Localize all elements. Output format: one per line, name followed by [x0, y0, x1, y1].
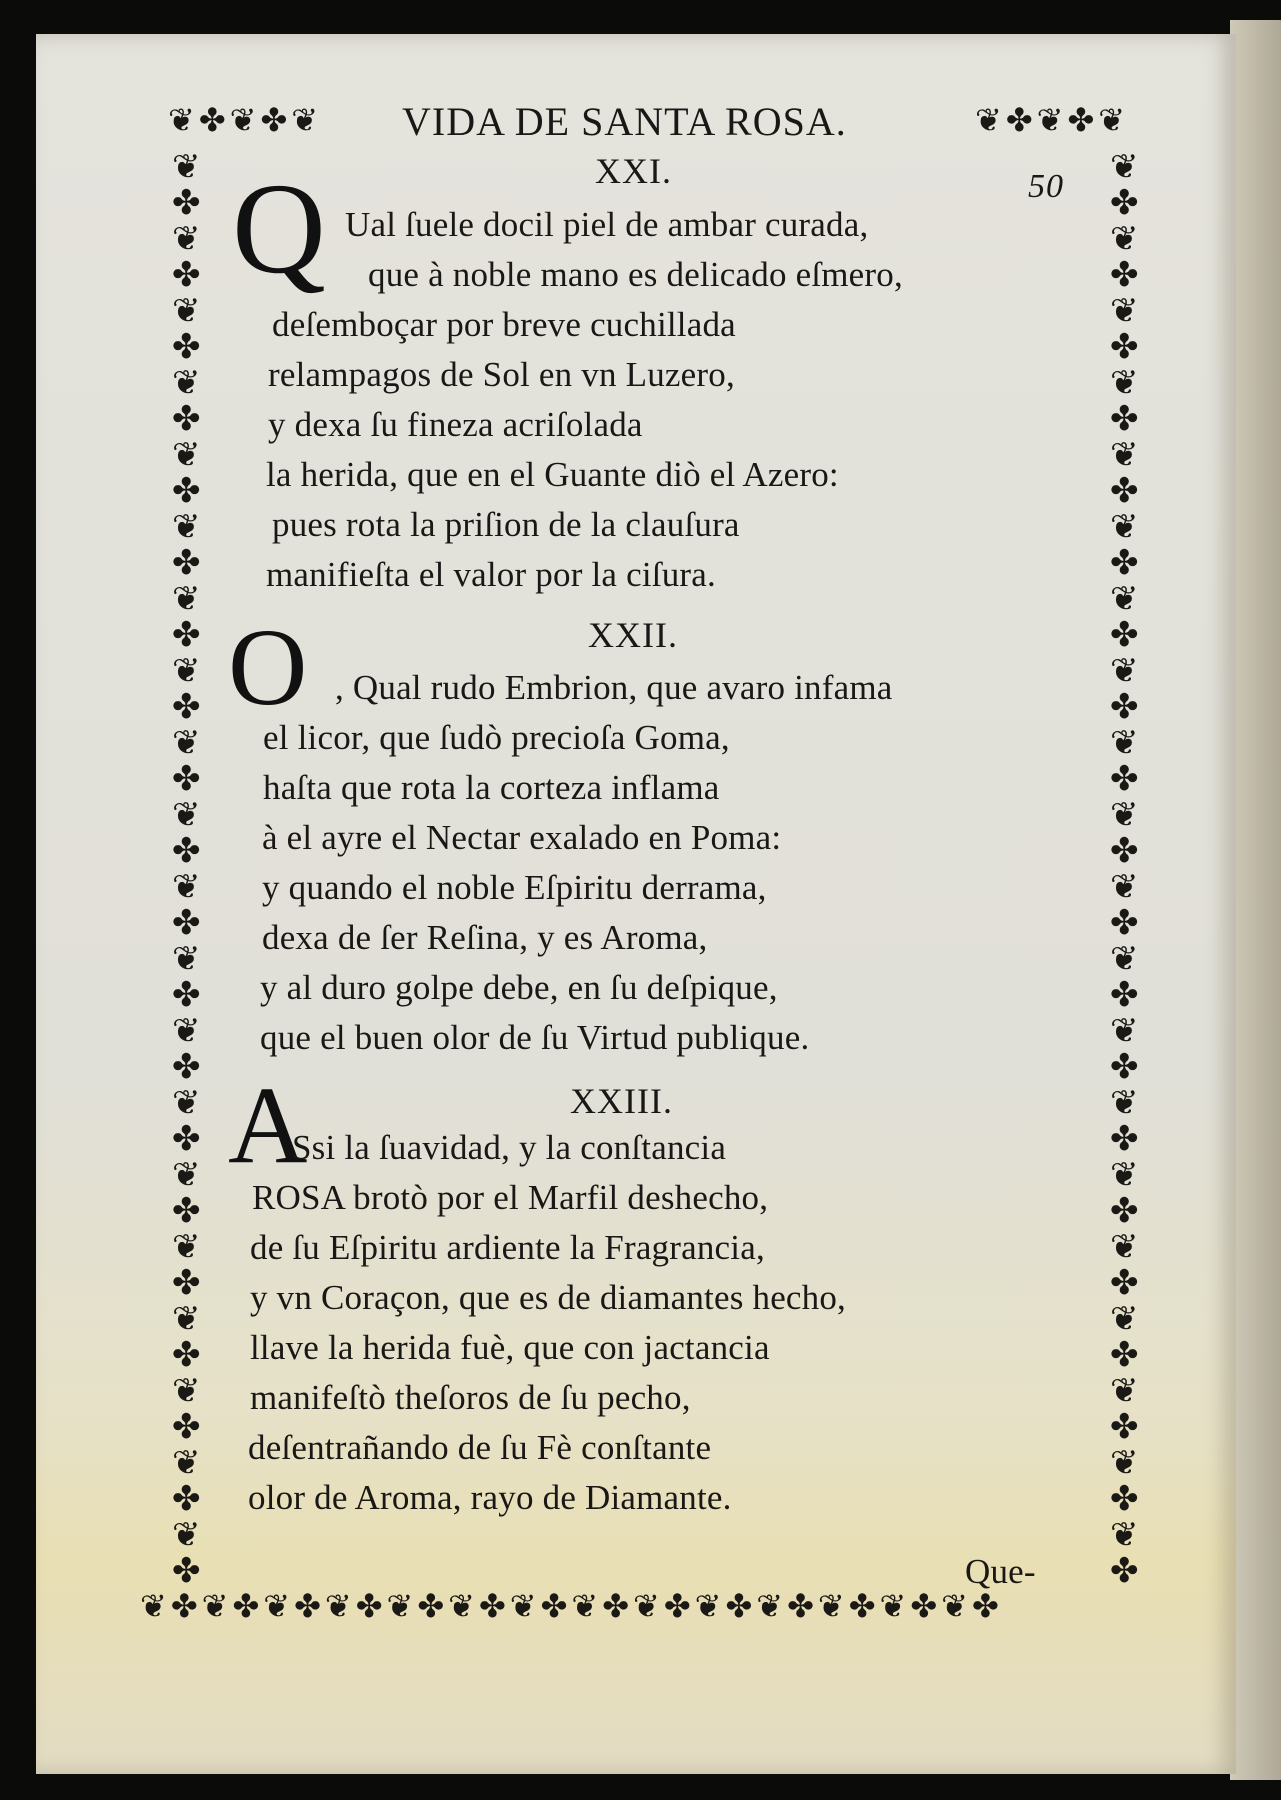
ornament-fleuron-icon: ❦ — [172, 1155, 201, 1195]
ornament-fleuron-icon: ✤ — [1110, 615, 1139, 655]
ornament-fleuron-icon: ✤ — [172, 255, 201, 295]
ornament-fleuron-icon: ✤ — [172, 1407, 201, 1447]
verse-line: y al duro golpe debe, en ſu deſpique, — [260, 968, 778, 1007]
ornament-fleuron-icon: ✤ — [172, 183, 201, 223]
ornament-fleuron-icon: ✤ — [602, 1587, 629, 1625]
drop-cap: O — [228, 606, 308, 728]
ornament-fleuron-icon: ✤ — [1110, 255, 1139, 295]
verse-line: de ſu Eſpiritu ardiente la Fragrancia, — [250, 1228, 765, 1267]
ornament-fleuron-icon: ❦ — [140, 1587, 167, 1625]
ornament-fleuron-icon: ❦ — [172, 1011, 201, 1051]
verse-line: Ual ſuele docil piel de ambar curada, — [345, 205, 869, 244]
ornament-fleuron-icon: ✤ — [172, 687, 201, 727]
ornament-fleuron-icon: ✤ — [172, 1551, 201, 1591]
ornament-right-border — [1110, 147, 1139, 1591]
ornament-fleuron-icon: ✤ — [910, 1587, 938, 1625]
ornament-fleuron-icon: ✤ — [172, 1263, 201, 1303]
ornament-fleuron-icon: ❦ — [172, 1299, 201, 1339]
ornament-fleuron-icon: ❦ — [172, 219, 201, 259]
ornament-fleuron-icon: ❦ — [172, 1227, 201, 1267]
ornament-fleuron-icon: ✤ — [172, 471, 201, 511]
verse-line: el licor, que ſudò precioſa Goma, — [263, 718, 730, 757]
ornament-fleuron-icon: ❦ — [1110, 363, 1139, 403]
ornament-fleuron-icon: ✤ — [848, 1587, 876, 1625]
ornament-fleuron-icon: ✤ — [971, 1587, 999, 1625]
catchword: Que- — [965, 1552, 1036, 1591]
ornament-fleuron-icon: ❦ — [172, 507, 201, 547]
ornament-fleuron-icon: ✤ — [417, 1587, 445, 1625]
ornament-fleuron-icon: ✤ — [355, 1587, 383, 1625]
drop-cap: A — [228, 1064, 308, 1186]
ornament-fleuron-icon: ❦ — [172, 795, 201, 835]
ornament-fleuron-icon: ✤ — [170, 1587, 198, 1625]
ornament-fleuron-icon: ❦ — [1110, 1371, 1139, 1411]
ornament-fleuron-icon: ❦ — [172, 1443, 201, 1483]
ornament-fleuron-icon: ❦ — [324, 1587, 352, 1625]
ornament-fleuron-icon: ❦ — [172, 363, 201, 403]
verse-line: Ssi la ſuavidad, y la conſtancia — [292, 1128, 727, 1167]
ornament-fleuron-icon: ❦ — [172, 147, 201, 187]
ornament-fleuron-icon: ✤ — [172, 399, 201, 439]
ornament-fleuron-icon: ❦ — [172, 723, 201, 763]
stanza-numeral: XXII. — [588, 615, 678, 655]
verse-line: la herida, que en el Guante diò el Azero: — [266, 455, 839, 494]
ornament-fleuron-icon: ✤ — [1110, 1047, 1139, 1087]
verse-line: dexa de ſer Reſina, y es Aroma, — [262, 918, 708, 957]
ornament-fleuron-icon: ✤ — [294, 1587, 321, 1625]
ornament-fleuron-icon: ❦ — [172, 651, 201, 691]
ornament-fleuron-icon: ✤ — [1110, 327, 1139, 367]
ornament-fleuron-icon: ❦ — [817, 1587, 845, 1625]
ornament-fleuron-icon: ❦ — [1110, 219, 1139, 259]
ornament-fleuron-icon: ❦ — [1110, 579, 1139, 619]
ornament-fleuron-icon: ❦ — [448, 1587, 475, 1625]
ornament-left-border — [172, 147, 201, 1591]
ornament-fleuron-icon: ❦ — [1110, 723, 1139, 763]
verse-line: deſemboçar por breve cuchillada — [272, 305, 736, 344]
ornament-fleuron-icon: ❦ — [1110, 1299, 1139, 1339]
ornament-fleuron-icon: ❦ — [1110, 291, 1139, 331]
ornament-fleuron-icon: ❦ — [941, 1587, 968, 1625]
stanza-numeral: XXIII. — [570, 1081, 673, 1121]
verse-line: haſta que rota la corteza inflama — [263, 768, 720, 807]
verse-line: llave la herida fuè, que con jactancia — [250, 1328, 770, 1367]
ornament-fleuron-icon: ❦ — [172, 1083, 201, 1123]
ornament-fleuron-icon: ✤ — [232, 1587, 260, 1625]
ornament-fleuron-icon: ✤ — [1110, 759, 1139, 799]
ornament-fleuron-icon: ✤ — [172, 1191, 201, 1231]
ornament-fleuron-icon: ✤ — [172, 759, 201, 799]
ornament-fleuron-icon: ❦ — [172, 579, 201, 619]
ornament-fleuron-icon: ✤ — [663, 1587, 691, 1625]
verse-line: y dexa ſu fineza acriſolada — [268, 405, 643, 444]
verse-line: ROSA brotò por el Marfil deshecho, — [252, 1178, 769, 1217]
ornament-fleuron-icon: ❦ — [1110, 1155, 1139, 1195]
ornament-fleuron-icon: ✤ — [1110, 1263, 1139, 1303]
ornament-fleuron-icon: ✤ — [172, 903, 201, 943]
ornament-fleuron-icon: ❦ — [1110, 1227, 1139, 1267]
ornament-fleuron-icon: ❦ — [571, 1587, 599, 1625]
ornament-fleuron-icon: ✤ — [1110, 687, 1139, 727]
ornament-top-right: ❦ ✤ ❦ ✤ ❦ — [975, 101, 1126, 139]
stanza-numeral: XXI. — [595, 151, 672, 191]
drop-cap: Q — [232, 157, 326, 301]
ornament-fleuron-icon: ❦ — [172, 291, 201, 331]
ornament-fleuron-icon: ❦ — [172, 435, 201, 475]
ornament-fleuron-icon: ✤ — [540, 1587, 568, 1625]
ornament-fleuron-icon: ❦ — [172, 1515, 201, 1555]
verse-line: deſentrañando de ſu Fè conſtante — [248, 1428, 712, 1467]
ornament-fleuron-icon: ✤ — [1110, 975, 1139, 1015]
ornament-fleuron-icon: ❦ — [386, 1587, 414, 1625]
ornament-fleuron-icon: ❦ — [172, 867, 201, 907]
ornament-fleuron-icon: ✤ — [172, 1047, 201, 1087]
ornament-fleuron-icon: ✤ — [172, 975, 201, 1015]
verse-line: y vn Coraçon, que es de diamantes hecho, — [250, 1278, 847, 1317]
ornament-fleuron-icon: ❦ — [1110, 1515, 1139, 1555]
ornament-fleuron-icon: ❦ — [1110, 651, 1139, 691]
ornament-fleuron-icon: ✤ — [1110, 903, 1139, 943]
ornament-fleuron-icon: ✤ — [172, 615, 201, 655]
ornament-fleuron-icon: ✤ — [725, 1587, 753, 1625]
ornament-fleuron-icon: ✤ — [172, 831, 201, 871]
ornament-fleuron-icon: ❦ — [1110, 939, 1139, 979]
running-title: VIDA DE SANTA ROSA. — [402, 99, 847, 144]
ornament-fleuron-icon: ❦ — [1110, 435, 1139, 475]
ornament-fleuron-icon: ❦ — [201, 1587, 229, 1625]
ornament-fleuron-icon: ✤ — [1110, 831, 1139, 871]
verse-line: , Qual rudo Embrion, que avaro infama — [335, 668, 893, 707]
next-page-edge — [1230, 20, 1281, 1780]
ornament-fleuron-icon: ❦ — [1110, 1083, 1139, 1123]
ornament-fleuron-icon: ❦ — [1110, 1011, 1139, 1051]
ornament-fleuron-icon: ✤ — [1110, 471, 1139, 511]
ornament-fleuron-icon: ❦ — [1110, 795, 1139, 835]
ornament-bottom-border — [140, 1587, 999, 1625]
ornament-fleuron-icon: ✤ — [1110, 399, 1139, 439]
verse-line: manifieſta el valor por la ciſura. — [266, 555, 716, 594]
page-number: 50 — [1028, 168, 1064, 205]
ornament-fleuron-icon: ❦ — [1110, 507, 1139, 547]
ornament-fleuron-icon: ❦ — [756, 1587, 784, 1625]
ornament-fleuron-icon: ❦ — [633, 1587, 660, 1625]
ornament-fleuron-icon: ❦ — [694, 1587, 722, 1625]
ornament-fleuron-icon: ❦ — [1110, 867, 1139, 907]
ornament-fleuron-icon: ✤ — [172, 1479, 201, 1519]
ornament-fleuron-icon: ❦ — [1110, 147, 1139, 187]
ornament-fleuron-icon: ✤ — [1110, 183, 1139, 223]
ornament-fleuron-icon: ✤ — [172, 543, 201, 583]
verse-line: pues rota la priſion de la clauſura — [272, 505, 740, 544]
ornament-fleuron-icon: ✤ — [1110, 1551, 1139, 1591]
ornament-fleuron-icon: ❦ — [1110, 1443, 1139, 1483]
ornament-fleuron-icon: ❦ — [172, 939, 201, 979]
ornament-fleuron-icon: ✤ — [172, 1335, 201, 1375]
verse-line: relampagos de Sol en vn Luzero, — [268, 355, 735, 394]
ornament-fleuron-icon: ❦ — [172, 1371, 201, 1411]
ornament-fleuron-icon: ✤ — [172, 1119, 201, 1159]
verse-line: manifeſtò theſoros de ſu pecho, — [250, 1378, 691, 1417]
verse-line: que à noble mano es delicado eſmero, — [368, 255, 903, 294]
ornament-fleuron-icon: ✤ — [787, 1587, 814, 1625]
ornament-fleuron-icon: ✤ — [1110, 1191, 1139, 1231]
ornament-fleuron-icon: ❦ — [509, 1587, 537, 1625]
ornament-fleuron-icon: ✤ — [172, 327, 201, 367]
verse-line: à el ayre el Nectar exalado en Poma: — [262, 818, 782, 857]
ornament-fleuron-icon: ✤ — [1110, 1479, 1139, 1519]
ornament-fleuron-icon: ✤ — [1110, 1119, 1139, 1159]
verse-line: olor de Aroma, rayo de Diamante. — [248, 1478, 732, 1517]
ornament-fleuron-icon: ✤ — [478, 1587, 506, 1625]
ornament-fleuron-icon: ✤ — [1110, 1335, 1139, 1375]
ornament-fleuron-icon: ✤ — [1110, 543, 1139, 583]
ornament-fleuron-icon: ❦ — [263, 1587, 291, 1625]
ornament-top-left: ❦ ✤ ❦ ✤ ❦ — [168, 101, 319, 139]
ornament-fleuron-icon: ✤ — [1110, 1407, 1139, 1447]
ornament-fleuron-icon: ❦ — [879, 1587, 907, 1625]
verse-line: y quando el noble Eſpiritu derrama, — [262, 868, 767, 907]
verse-line: que el buen olor de ſu Virtud publique. — [260, 1018, 810, 1057]
